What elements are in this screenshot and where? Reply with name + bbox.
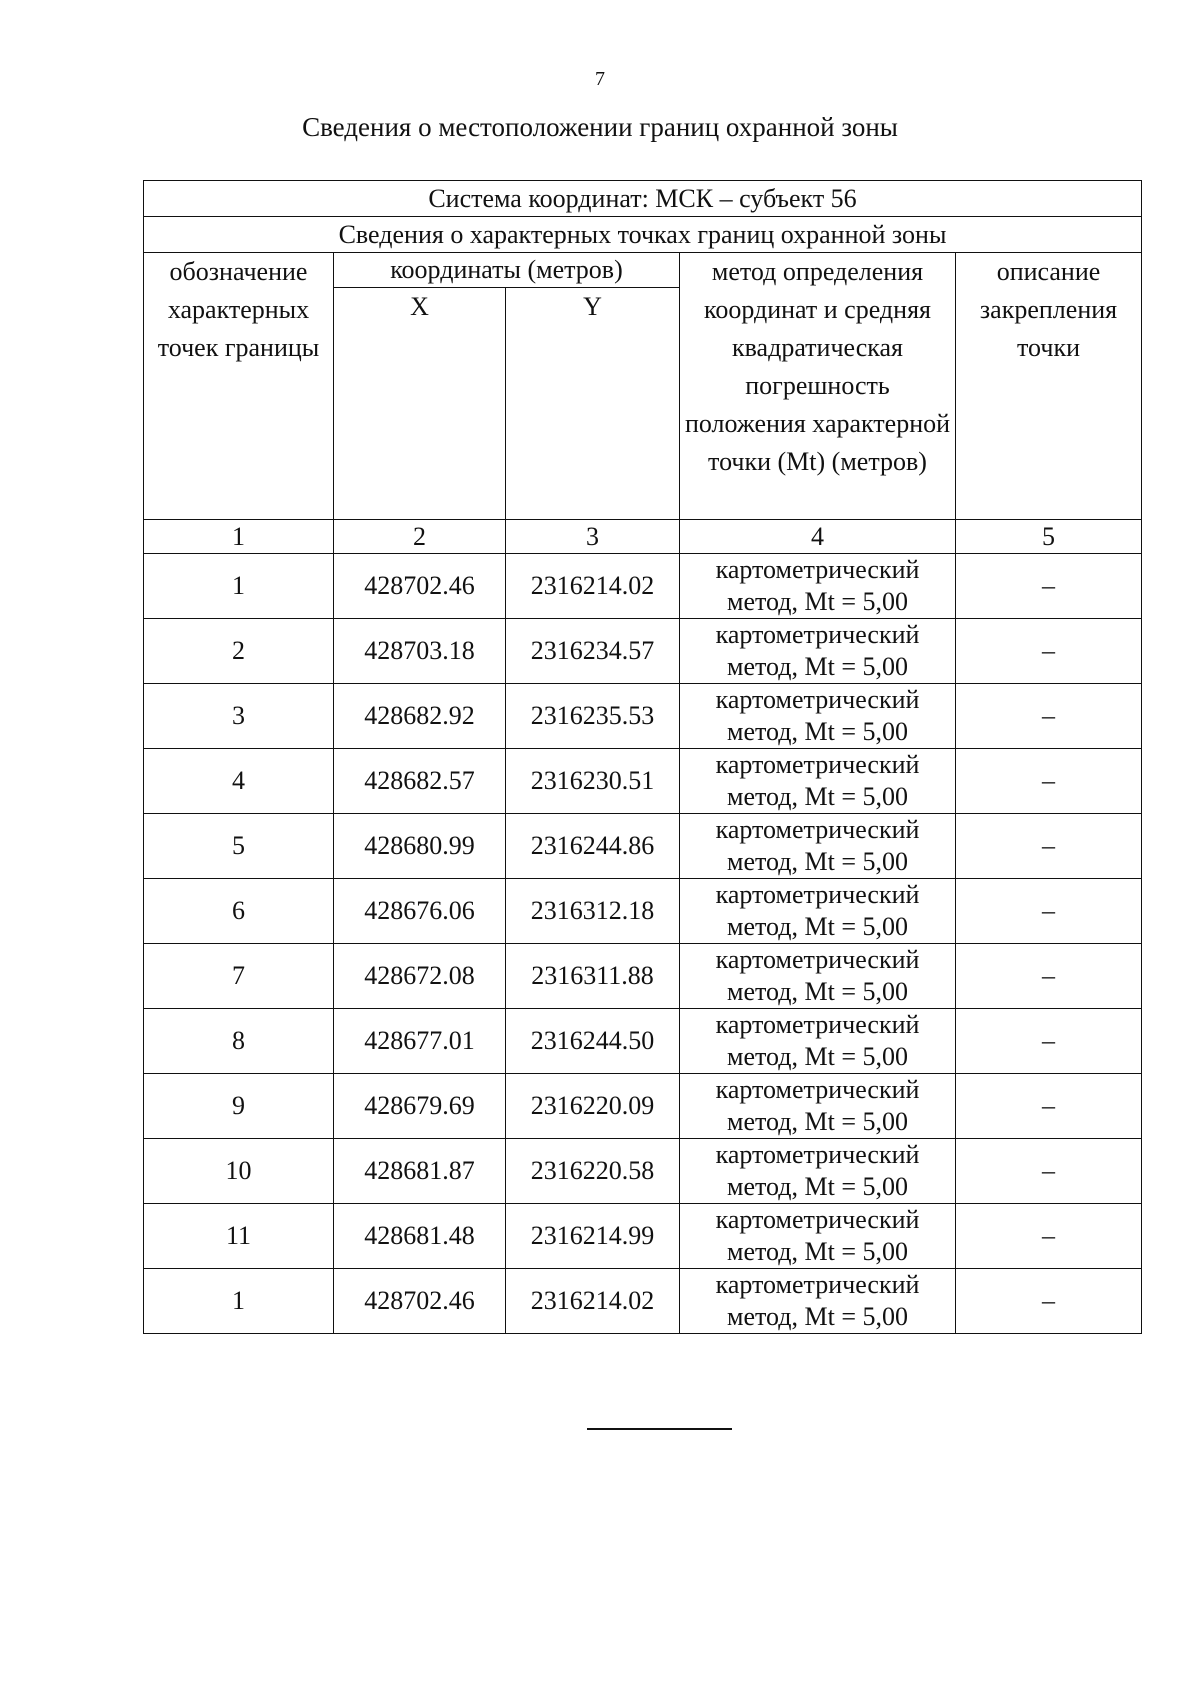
cell-point: 10 — [144, 1139, 334, 1204]
method-line-2: метод, Mt = 5,00 — [727, 717, 908, 746]
method-line-1: картометрический — [715, 1010, 920, 1039]
cell-point: 1 — [144, 1269, 334, 1334]
column-number: 2 — [334, 520, 506, 554]
cell-x: 428703.18 — [334, 619, 506, 684]
method-line-2: метод, Mt = 5,00 — [727, 1042, 908, 1071]
cell-x: 428679.69 — [334, 1074, 506, 1139]
method-line-1: картометрический — [715, 1075, 920, 1104]
table-row — [144, 749, 1142, 814]
method-line-2: метод, Mt = 5,00 — [727, 587, 908, 616]
table-subtitle: Сведения о характерных точках границ охранной зоны — [144, 217, 1142, 253]
cell-y: 2316244.86 — [506, 814, 680, 879]
cell-point: 8 — [144, 1009, 334, 1074]
cell-y: 2316214.99 — [506, 1204, 680, 1269]
cell-description: – — [956, 1269, 1142, 1334]
cell-method — [680, 944, 956, 1009]
cell-method — [680, 1139, 956, 1204]
cell-x: 428680.99 — [334, 814, 506, 879]
method-line-1: картометрический — [715, 620, 920, 649]
table-row — [144, 1074, 1142, 1139]
table-row — [144, 879, 1142, 944]
page-number: 7 — [595, 68, 605, 90]
cell-point: 7 — [144, 944, 334, 1009]
cell-description: – — [956, 554, 1142, 619]
cell-y: 2316214.02 — [506, 1269, 680, 1334]
cell-x: 428702.46 — [334, 1269, 506, 1334]
cell-point: 1 — [144, 554, 334, 619]
cell-description: – — [956, 1009, 1142, 1074]
cell-method — [680, 749, 956, 814]
cell-x: 428677.01 — [334, 1009, 506, 1074]
method-line-1: картометрический — [715, 1140, 920, 1169]
method-line-2: метод, Mt = 5,00 — [727, 1107, 908, 1136]
cell-method — [680, 554, 956, 619]
table-row — [144, 814, 1142, 879]
cell-x: 428681.87 — [334, 1139, 506, 1204]
header-method: метод определения координат и средняя квадратическая погрешность положения характерной точки (Mt) (метров) — [680, 253, 956, 520]
coordinates-table — [143, 180, 1142, 1334]
table-row — [144, 944, 1142, 1009]
method-line-2: метод, Mt = 5,00 — [727, 847, 908, 876]
table-body — [144, 554, 1142, 1334]
cell-x: 428682.57 — [334, 749, 506, 814]
cell-description: – — [956, 684, 1142, 749]
cell-description: – — [956, 1074, 1142, 1139]
cell-point: 9 — [144, 1074, 334, 1139]
separator-line — [587, 1428, 732, 1430]
method-line-2: метод, Mt = 5,00 — [727, 977, 908, 1006]
column-number: 1 — [144, 520, 334, 554]
document-title: Сведения о местоположении границ охранной зоны — [302, 112, 898, 142]
header-y: Y — [506, 288, 680, 520]
column-number: 4 — [680, 520, 956, 554]
method-line-1: картометрический — [715, 750, 920, 779]
cell-point: 5 — [144, 814, 334, 879]
coordinate-system-label: Система координат: МСК – субъект 56 — [144, 181, 1142, 217]
cell-y: 2316230.51 — [506, 749, 680, 814]
method-line-1: картометрический — [715, 945, 920, 974]
method-line-1: картометрический — [715, 815, 920, 844]
cell-method — [680, 684, 956, 749]
cell-method — [680, 814, 956, 879]
cell-x: 428681.48 — [334, 1204, 506, 1269]
cell-point: 3 — [144, 684, 334, 749]
method-line-2: метод, Mt = 5,00 — [727, 912, 908, 941]
table-row — [144, 1204, 1142, 1269]
table-row — [144, 619, 1142, 684]
cell-description: – — [956, 814, 1142, 879]
cell-method — [680, 619, 956, 684]
method-line-2: метод, Mt = 5,00 — [727, 1302, 908, 1331]
header-coordinates: координаты (метров) — [334, 253, 680, 288]
cell-x: 428702.46 — [334, 554, 506, 619]
method-line-2: метод, Mt = 5,00 — [727, 1172, 908, 1201]
method-line-2: метод, Mt = 5,00 — [727, 782, 908, 811]
cell-description: – — [956, 1204, 1142, 1269]
cell-y: 2316220.58 — [506, 1139, 680, 1204]
cell-x: 428682.92 — [334, 684, 506, 749]
cell-method — [680, 1269, 956, 1334]
cell-y: 2316244.50 — [506, 1009, 680, 1074]
cell-y: 2316311.88 — [506, 944, 680, 1009]
cell-method — [680, 1074, 956, 1139]
table-row — [144, 1139, 1142, 1204]
table-row — [144, 554, 1142, 619]
cell-method — [680, 1204, 956, 1269]
cell-y: 2316312.18 — [506, 879, 680, 944]
cell-description: – — [956, 1139, 1142, 1204]
cell-description: – — [956, 749, 1142, 814]
cell-y: 2316220.09 — [506, 1074, 680, 1139]
header-point-designation: обозначение характерных точек границы — [144, 253, 334, 520]
method-line-1: картометрический — [715, 1205, 920, 1234]
cell-y: 2316235.53 — [506, 684, 680, 749]
method-line-1: картометрический — [715, 1270, 920, 1299]
header-description: описание закрепления точки — [956, 253, 1142, 520]
cell-point: 4 — [144, 749, 334, 814]
cell-method — [680, 879, 956, 944]
cell-description: – — [956, 879, 1142, 944]
cell-description: – — [956, 944, 1142, 1009]
table-row — [144, 684, 1142, 749]
method-line-2: метод, Mt = 5,00 — [727, 652, 908, 681]
method-line-2: метод, Mt = 5,00 — [727, 1237, 908, 1266]
method-line-1: картометрический — [715, 685, 920, 714]
cell-y: 2316234.57 — [506, 619, 680, 684]
method-line-1: картометрический — [715, 880, 920, 909]
cell-point: 11 — [144, 1204, 334, 1269]
cell-method — [680, 1009, 956, 1074]
cell-y: 2316214.02 — [506, 554, 680, 619]
table-row — [144, 1009, 1142, 1074]
header-x: X — [334, 288, 506, 520]
cell-point: 2 — [144, 619, 334, 684]
cell-description: – — [956, 619, 1142, 684]
column-number: 5 — [956, 520, 1142, 554]
table-row — [144, 1269, 1142, 1334]
column-number: 3 — [506, 520, 680, 554]
cell-point: 6 — [144, 879, 334, 944]
cell-x: 428672.08 — [334, 944, 506, 1009]
method-line-1: картометрический — [715, 555, 920, 584]
cell-x: 428676.06 — [334, 879, 506, 944]
